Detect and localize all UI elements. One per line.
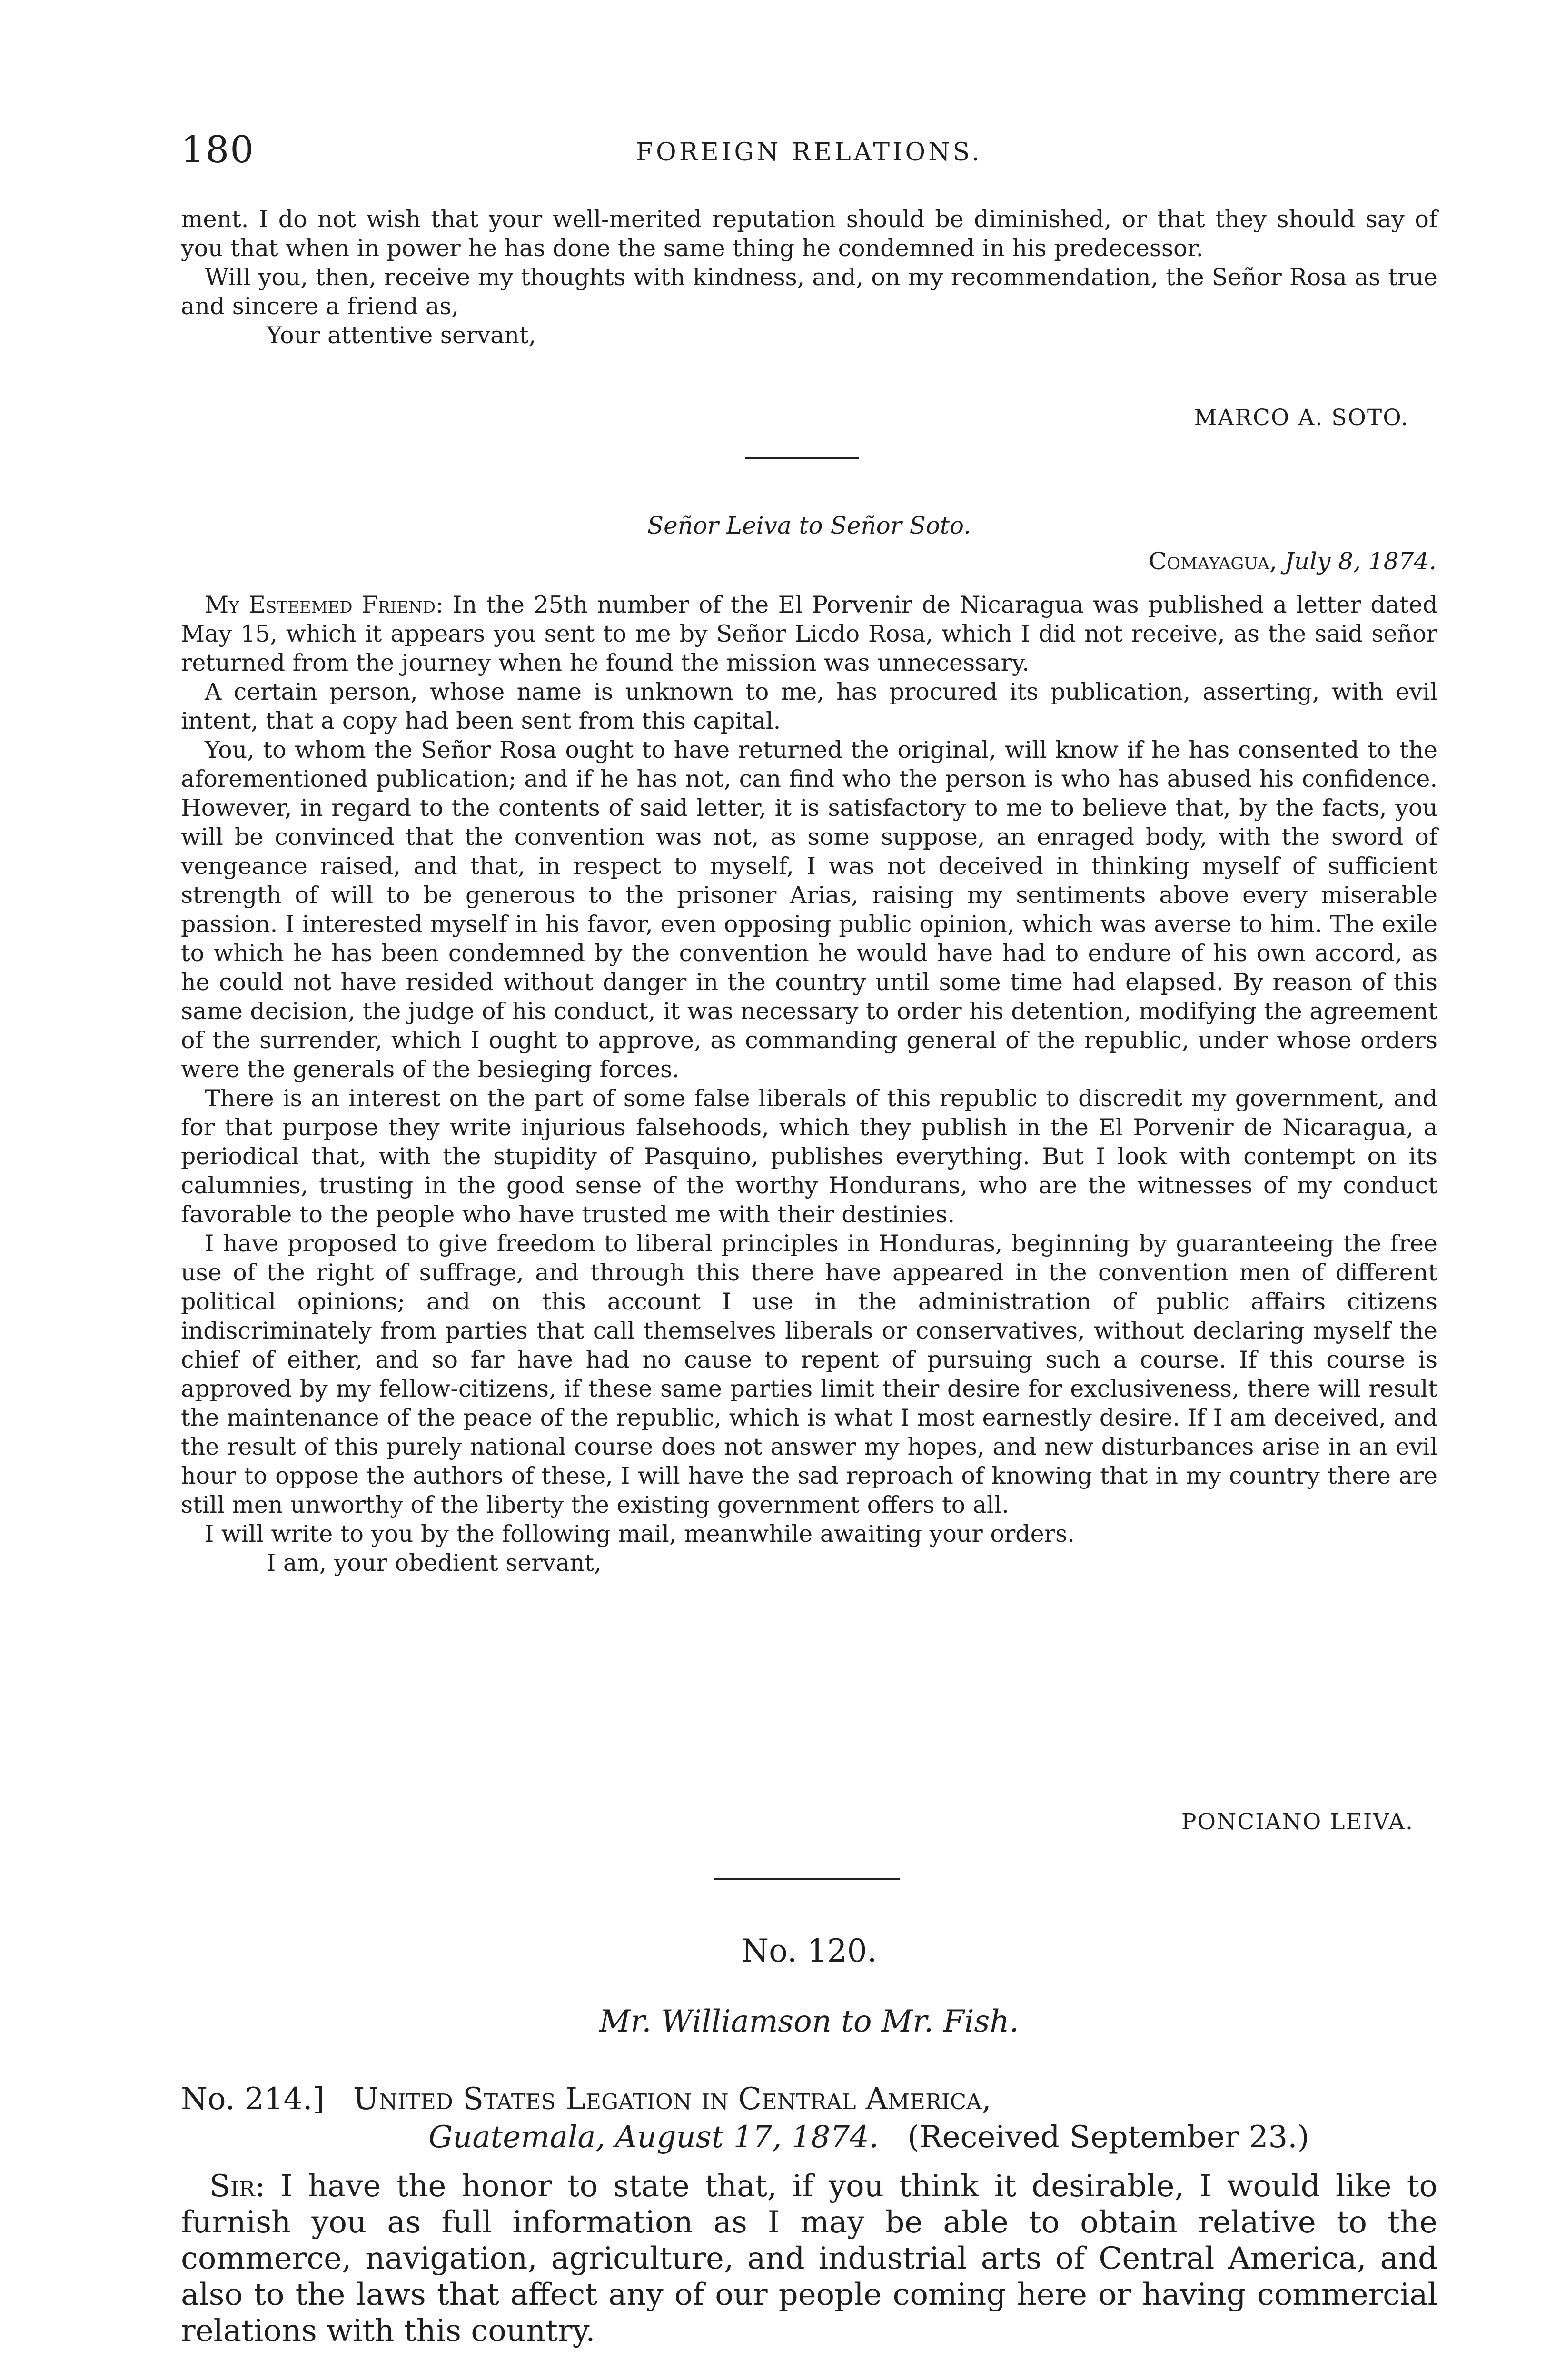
paragraph: Will you, then, receive my thoughts with kindness, and, on my recommendation, the Señor Rosa as true and sincere a friend as,: [181, 264, 1437, 320]
despatch-number: No. 214.]: [181, 2082, 325, 2117]
page-header: [181, 129, 1437, 181]
running-head: FOREIGN RELATIONS.: [636, 138, 982, 167]
letter-leiva-body: [181, 590, 1437, 1577]
letter-soto-body: [181, 205, 1437, 350]
section-divider: [745, 457, 859, 459]
paragraph-text: In the 25th number of the El Porvenir de Nicaragua was published a letter dated May 15, which it appears you sent to me by Señor Licdo Rosa, which I did not receive, as the said señor returned from the journey when he found the mission was unnecessary.: [181, 591, 1438, 676]
dateline-place: Comayagua,: [1149, 547, 1277, 575]
salutation: My Esteemed Friend:: [205, 591, 444, 618]
section-divider: [714, 1878, 900, 1880]
document-number: No. 120.: [741, 1933, 877, 1969]
paragraph-text: I have the honor to state that, if you think it desirable, I would like to furnish you as full information as I may be able to obtain relative to the commerce, navigation, agriculture, and industrial arts of Central America, and also to the laws that affect any of our people coming here or having commercial relations with this country.: [181, 2169, 1438, 2349]
legation-name: United States Legation in Central America,: [353, 2082, 991, 2117]
signature-row: [181, 1809, 1437, 1842]
paragraph: ment. I do not wish that your well-merited reputation should be diminished, or that they should say of you that when in power he has done the same thing he condemned in his predecessor.: [181, 206, 1437, 262]
closing-line: I am, your obedient servant,: [267, 1549, 602, 1577]
paragraph: There is an interest on the part of some false liberals of this republic to discredit my government, and for that purpose they write injurious falsehoods, which they publish in the El Porvenir de Nicaragua, a periodical that, with the stupidity of Pasquino, publishes everything. But I look with contempt on its calumnies, trusting in the good sense of the worthy Hondurans, who are the witnesses of my conduct favorable to the people who have trusted me with their destinies.: [181, 1085, 1437, 1228]
paragraph: A certain person, whose name is unknown to me, has procured its publication, asserting, with evil intent, that a copy had been sent from this capital.: [181, 678, 1437, 734]
despatch-line-2: [181, 2118, 1437, 2156]
signature-leiva: PONCIANO LEIVA.: [1181, 1809, 1414, 1835]
letter-title: Señor Leiva to Señor Soto.: [647, 512, 971, 539]
dateline-date: July 8, 1874.: [1284, 547, 1437, 575]
signature-row: [181, 405, 1437, 438]
dateline: [1149, 547, 1437, 575]
signature-soto: MARCO A. SOTO.: [1194, 405, 1409, 431]
paragraph: [181, 2168, 1437, 2349]
correspondence-title: Mr. Williamson to Mr. Fish.: [599, 2004, 1019, 2039]
paragraph: You, to whom the Señor Rosa ought to have returned the original, will know if he has consented to the aforementioned publication; and if he has not, can find who the person is who has abused his confidence. However, in regard to the contents of said letter, it is satisfactory to me to believe that, by the facts, you will be convinced that the convention was not, as some suppose, an enraged body, with the sword of vengeance raised, and that, in respect to myself, I was not deceived in thinking myself of sufficient strength of will to be generous to the prisoner Arias, raising my sentiments above every miserable passion. I interested myself in his favor, even opposing public opinion, which was averse to him. The exile to which he has been condemned by the convention he would have had to endure of his own accord, as he could not have resided without danger in the country until some time had elapsed. By reason of this same decision, the judge of his conduct, it was necessary to order his detention, modifying the agreement of the surrender, which I ought to approve, as commanding general of the republic, under whose orders were the generals of the besieging forces.: [181, 736, 1437, 1083]
despatch-body: [181, 2168, 1437, 2349]
closing-line: Your attentive servant,: [267, 322, 536, 349]
despatch-heading: [181, 2080, 1437, 2156]
received-date: (Received September 23.): [907, 2120, 1309, 2155]
page-number: 180: [181, 129, 255, 171]
despatch-line-1: [181, 2080, 1437, 2118]
paragraph: [181, 590, 1437, 677]
paragraph: I have proposed to give freedom to liberal principles in Honduras, beginning by guaranteeing the free use of the right of suffrage, and through this there have appeared in the convention men of different political opinions; and on this account I use in the administration of public affairs citizens indiscriminately from parties that call themselves liberals or conservatives, without declaring myself the chief of either, and so far have had no cause to repent of pursuing such a course. If this course is approved by my fellow-citizens, if these same parties limit their desire for exclusiveness, there will result the maintenance of the peace of the republic, which is what I most earnestly desire. If I am deceived, and the result of this purely national course does not answer my hopes, and new disturbances arise in an evil hour to oppose the authors of these, I will have the sad reproach of knowing that in my country there are still men unworthy of the liberty the existing government offers to all.: [181, 1230, 1437, 1518]
paragraph: I will write to you by the following mail, meanwhile awaiting your orders.: [205, 1520, 1075, 1547]
place-date: Guatemala, August 17, 1874.: [428, 2120, 879, 2155]
salutation: Sir:: [209, 2169, 266, 2204]
